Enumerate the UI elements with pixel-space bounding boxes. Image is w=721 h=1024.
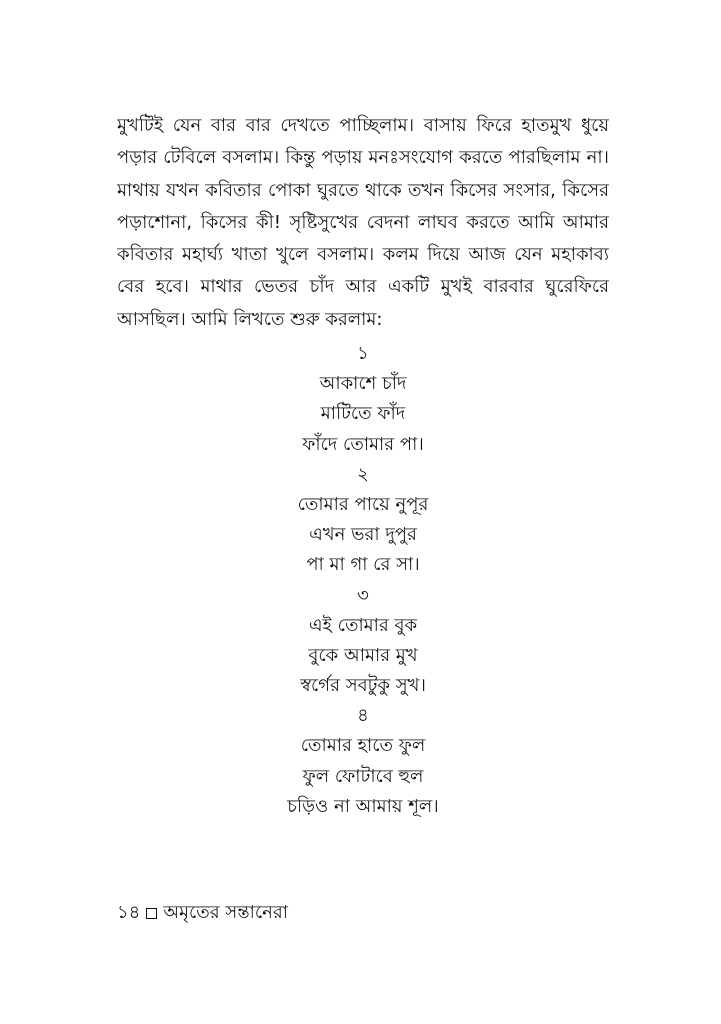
verse-line: স্বর্গের সবটুকু সুখ।	[300, 675, 426, 697]
prose-paragraph	[117, 110, 609, 336]
stanza-number: ২	[357, 463, 369, 485]
verse-line: ফাঁদে তোমার পা।	[302, 433, 424, 455]
page-number: ১৪	[117, 902, 141, 923]
verse-line: এই তোমার বুক	[308, 614, 418, 636]
book-title: অমৃতের সন্তানেরা	[163, 902, 288, 923]
stanza-2	[117, 460, 609, 581]
verse-line: চড়িও না আমায় শূল।	[287, 795, 439, 817]
poem	[117, 339, 609, 822]
verse-line: আকাশে চাঁদ	[319, 373, 407, 395]
verse-line: এখন ভরা দুপুর	[309, 524, 417, 546]
stanza-4	[117, 701, 609, 822]
verse-line: ফুল ফোটাবে হুল	[302, 765, 424, 787]
prose-line: কবিতার মহার্ঘ্য খাতা খুলে বসলাম। কলম দিয়ে আজ যেন মহাকাব্য	[117, 244, 609, 266]
verse-line: বুকে আমার মুখ	[308, 644, 418, 666]
stanza-3	[117, 581, 609, 702]
page-footer	[117, 898, 288, 928]
verse-line: মাটিতে ফাঁদ	[320, 403, 406, 425]
box-separator-icon	[146, 908, 157, 919]
verse-line: তোমার হাতে ফুল	[300, 735, 426, 757]
stanza-number: ৩	[357, 584, 369, 606]
verse-line: তোমার পায়ে নুপূর	[297, 493, 429, 515]
stanza-number: ১	[357, 343, 369, 364]
prose-line: মাথায় যখন কবিতার পোকা ঘুরতে থাকে তখন কিসের সংসার, কিসের	[117, 179, 609, 201]
prose-line: পড়ার টেবিলে বসলাম। কিন্তু পড়ায় মনঃসংযোগ করতে পারছিলাম না।	[117, 147, 609, 169]
stanza-1	[117, 339, 609, 460]
prose-line: মুখটিই যেন বার বার দেখতে পাচ্ছিলাম। বাসায় ফিরে হাতমুখ ধুয়ে	[117, 115, 609, 136]
prose-line: আসছিল। আমি লিখতে শুরু করলাম:	[117, 308, 383, 330]
prose-line: পড়াশোনা, কিসের কী! সৃষ্টিসুখের বেদনা লাঘব করতে আমি আমার	[117, 211, 609, 233]
prose-line: বের হবে। মাথার ভেতর চাঁদ আর একটি মুখই বারবার ঘুরেফিরে	[117, 276, 609, 298]
verse-line: পা মা গা রে সা।	[306, 554, 420, 576]
stanza-number: ৪	[357, 705, 369, 727]
